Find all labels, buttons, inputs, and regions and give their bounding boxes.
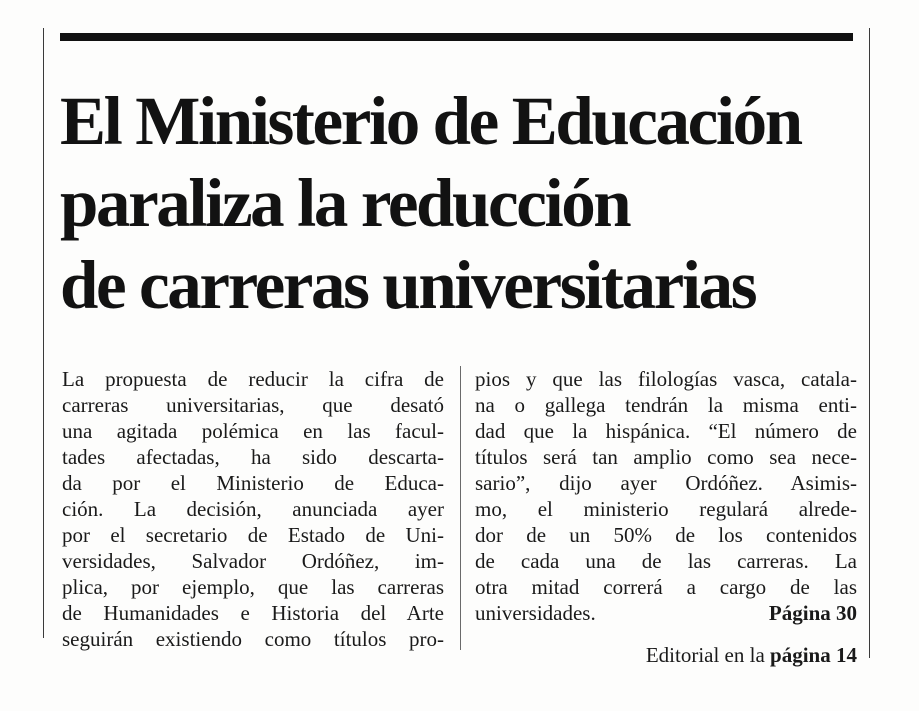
text-line: por el secretario de Estado de Uni- (62, 523, 444, 547)
headline (60, 80, 860, 326)
text-line: La propuesta de reducir la cifra de (62, 367, 444, 391)
text-line: dad que la hispánica. “El número de (475, 419, 857, 443)
headline-line: El Ministerio de Educación (60, 83, 801, 159)
editorial-page: página 14 (770, 643, 857, 667)
text-line: sario”, dijo ayer Ordóñez. Asimis- (475, 471, 857, 495)
headline-line: de carreras universitarias (60, 247, 756, 323)
text-line: títulos será tan amplio como sea nece- (475, 445, 857, 469)
middle-column-rule (460, 366, 461, 650)
text-line: versidades, Salvador Ordóñez, im- (62, 549, 444, 573)
page-reference: Página 30 (768, 601, 857, 625)
left-column-rule (43, 28, 44, 638)
text-line: dor de un 50% de los contenidos (475, 523, 857, 547)
article-column-left (62, 366, 444, 652)
text-line: tades afectadas, ha sido descarta- (62, 445, 444, 469)
editorial-reference (475, 642, 857, 668)
text-line: pios y que las filologías vasca, catala- (475, 367, 857, 391)
text-line: na o gallega tendrán la misma enti- (475, 393, 857, 417)
text-line: una agitada polémica en las facul- (62, 419, 444, 443)
text-line: carreras universitarias, que desató (62, 393, 444, 417)
right-column-rule (869, 28, 870, 658)
article-column-right (475, 366, 857, 626)
text-line: otra mitad correrá a cargo de las (475, 575, 857, 599)
text-line: universidades. (475, 601, 596, 625)
text-line: de cada una de las carreras. La (475, 549, 857, 573)
text-line: plica, por ejemplo, que las carreras (62, 575, 444, 599)
closing-line (475, 600, 857, 626)
text-line: ción. La decisión, anunciada ayer (62, 497, 444, 521)
headline-line: paraliza la reducción (60, 165, 630, 241)
text-line: mo, el ministerio regulará alrede- (475, 497, 857, 521)
text-line: seguirán existiendo como títulos pro- (62, 627, 444, 651)
text-line: de Humanidades e Historia del Arte (62, 601, 444, 625)
text-line: da por el Ministerio de Educa- (62, 471, 444, 495)
editorial-prefix: Editorial en la (645, 643, 765, 667)
top-rule (60, 33, 853, 41)
